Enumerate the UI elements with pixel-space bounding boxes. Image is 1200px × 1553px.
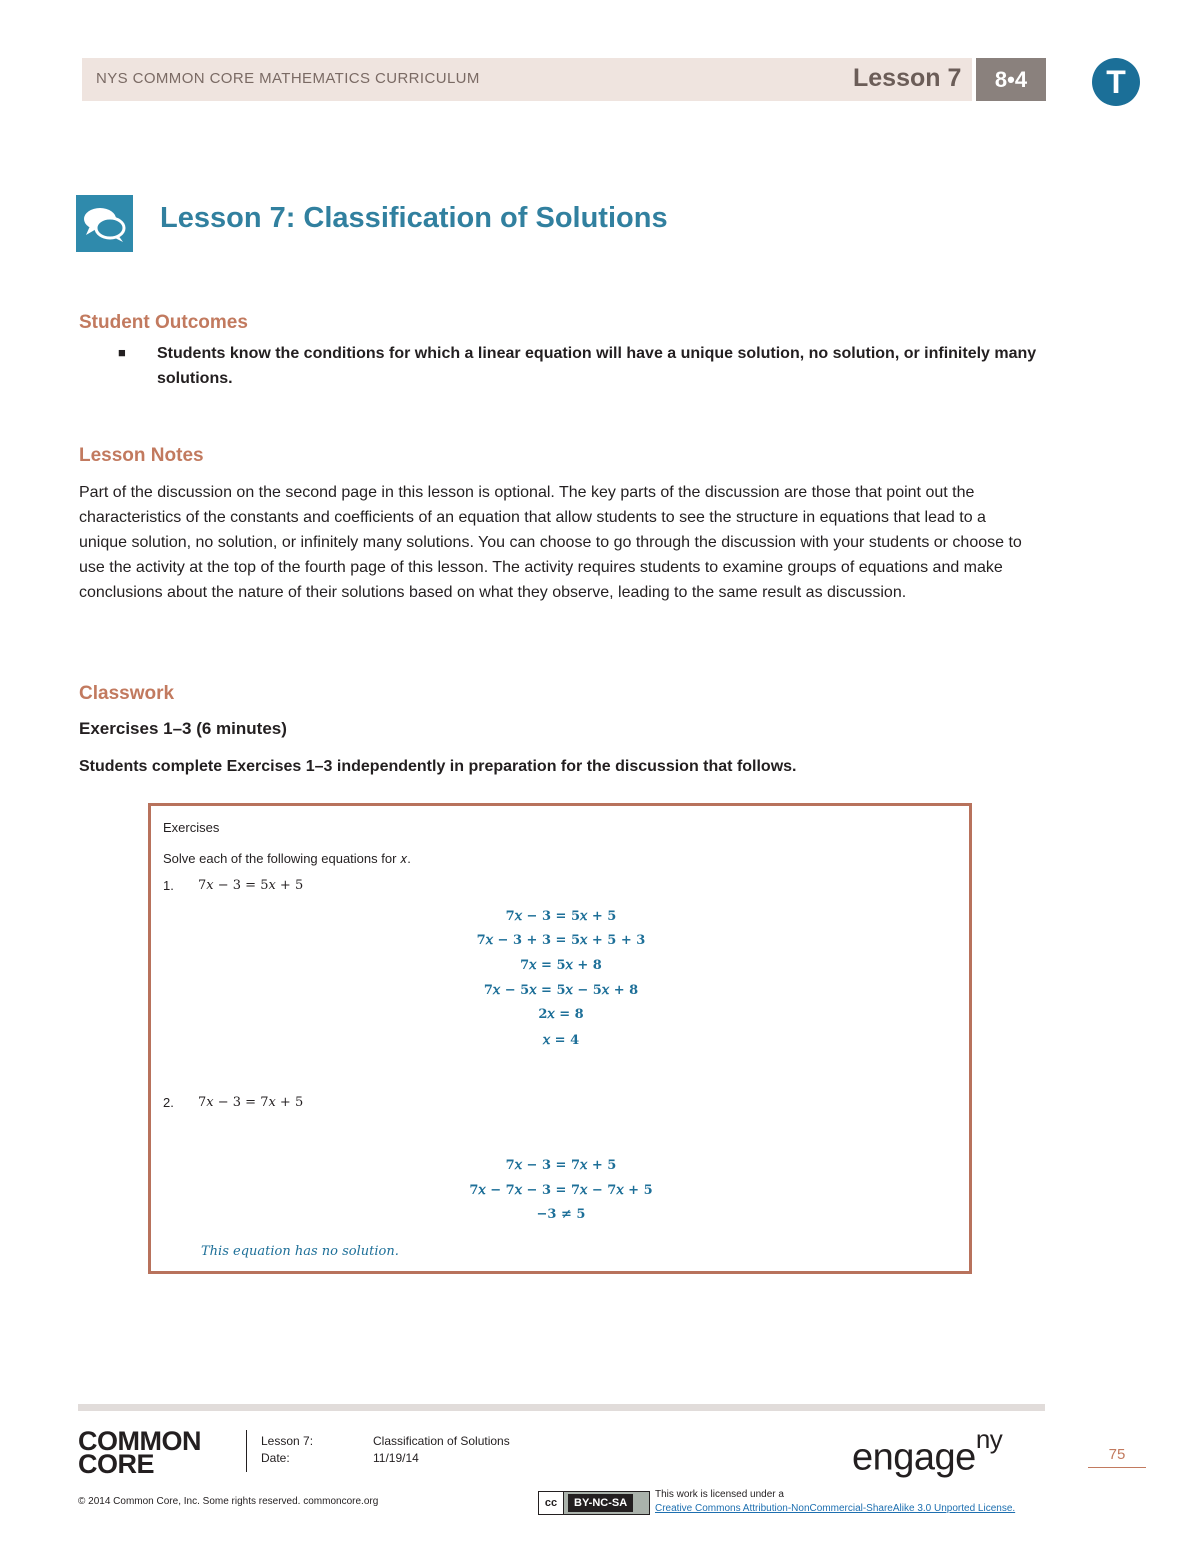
- problem-number: 1.: [163, 878, 174, 893]
- curriculum-title: NYS COMMON CORE MATHEMATICS CURRICULUM: [96, 70, 480, 87]
- teacher-badge: T: [1092, 58, 1140, 106]
- license-badge: [538, 1491, 650, 1515]
- license-link[interactable]: Creative Commons Attribution-NonCommercial-ShareAlike 3.0 Unported License.: [655, 1503, 1016, 1514]
- classwork-heading: Classwork: [79, 683, 175, 704]
- footer-date-value: 11/19/14: [373, 1451, 419, 1465]
- engageny-logo: [852, 1424, 1003, 1480]
- logo-line: CORE: [78, 1449, 155, 1479]
- solution-step: 7𝑥 − 3 = 5𝑥 + 5: [505, 909, 617, 924]
- footer-divider: [246, 1430, 247, 1472]
- solution-step: 7𝑥 = 5𝑥 + 8: [520, 958, 602, 973]
- footer-lesson-value: Classification of Solutions: [373, 1434, 510, 1448]
- solution-step: 7𝑥 − 3 = 7𝑥 + 5: [505, 1158, 617, 1173]
- problem-equation: 7𝑥 − 3 = 5𝑥 + 5: [198, 878, 304, 893]
- common-core-logo: [78, 1426, 201, 1479]
- cc-icon: cc: [539, 1492, 564, 1514]
- license-text: This work is licensed under a: [655, 1489, 784, 1500]
- header-lesson: Lesson 7: [853, 64, 962, 92]
- solution-step: 7𝑥 − 5𝑥 = 5𝑥 − 5𝑥 + 8: [483, 983, 639, 998]
- notes-paragraph: Part of the discussion on the second page in this lesson is optional. The key parts of the discussion are those that point out the characteristics of the constants and coefficients of an equation that allow students to see the structure in equations that lead to a unique solution, no solution, or infinitely many solutions. You can choose to go through the discussion with your students or choose to use the activity at the top of the fourth page of this lesson. The activity requires students to examine groups of equations and make conclusions about the nature of their solutions based on what they observe, leading to the same result as discussion.: [79, 484, 1022, 601]
- notes-heading: Lesson Notes: [79, 445, 204, 466]
- outcomes-heading: Student Outcomes: [79, 312, 248, 333]
- footer-rule: [78, 1404, 1045, 1411]
- footer-date-label: Date:: [261, 1451, 290, 1465]
- logo-line: COMMON: [78, 1426, 201, 1456]
- page-title: Lesson 7: Classification of Solutions: [160, 202, 668, 234]
- exercises-heading: Exercises 1–3 (6 minutes): [79, 719, 287, 738]
- exercises-intro: Students complete Exercises 1–3 independently in preparation for the discussion that follows.: [79, 758, 797, 775]
- solution-note: This equation has no solution.: [201, 1244, 399, 1259]
- footer-lesson-label: Lesson 7:: [261, 1434, 314, 1448]
- outcome-bullet: Students know the conditions for which a linear equation will have a unique solution, no solution, or infinitely many solutions.: [157, 345, 1037, 387]
- page-number: 75: [1108, 1446, 1126, 1463]
- license-badge-label: BY-NC-SA: [568, 1494, 633, 1512]
- brand-text: engage: [852, 1436, 976, 1479]
- discussion-bubbles-icon: [76, 195, 133, 252]
- problem-equation: 7𝑥 − 3 = 7𝑥 + 5: [198, 1095, 304, 1110]
- module-badge: 8•4: [976, 58, 1046, 101]
- solution-step: 7𝑥 − 7𝑥 − 3 = 7𝑥 − 7𝑥 + 5: [469, 1183, 653, 1198]
- exercise-box-title: Exercises: [163, 820, 220, 835]
- page-number-rule: [1088, 1467, 1146, 1468]
- bullet-icon: ■: [118, 345, 126, 360]
- solution-step: 7𝑥 − 3 + 3 = 5𝑥 + 5 + 3: [476, 933, 646, 948]
- brand-sup: ny: [975, 1424, 1003, 1454]
- exercise-instruction: Solve each of the following equations for 𝑥.: [163, 851, 411, 866]
- solution-step: −3 ≠ 5: [536, 1207, 586, 1222]
- copyright-text: © 2014 Common Core, Inc. Some rights reserved. commoncore.org: [78, 1496, 379, 1507]
- exercise-box: [148, 803, 972, 1274]
- solution-step: 𝑥 = 4: [542, 1033, 580, 1048]
- solution-step: 2𝑥 = 8: [538, 1007, 584, 1022]
- problem-number: 2.: [163, 1095, 174, 1110]
